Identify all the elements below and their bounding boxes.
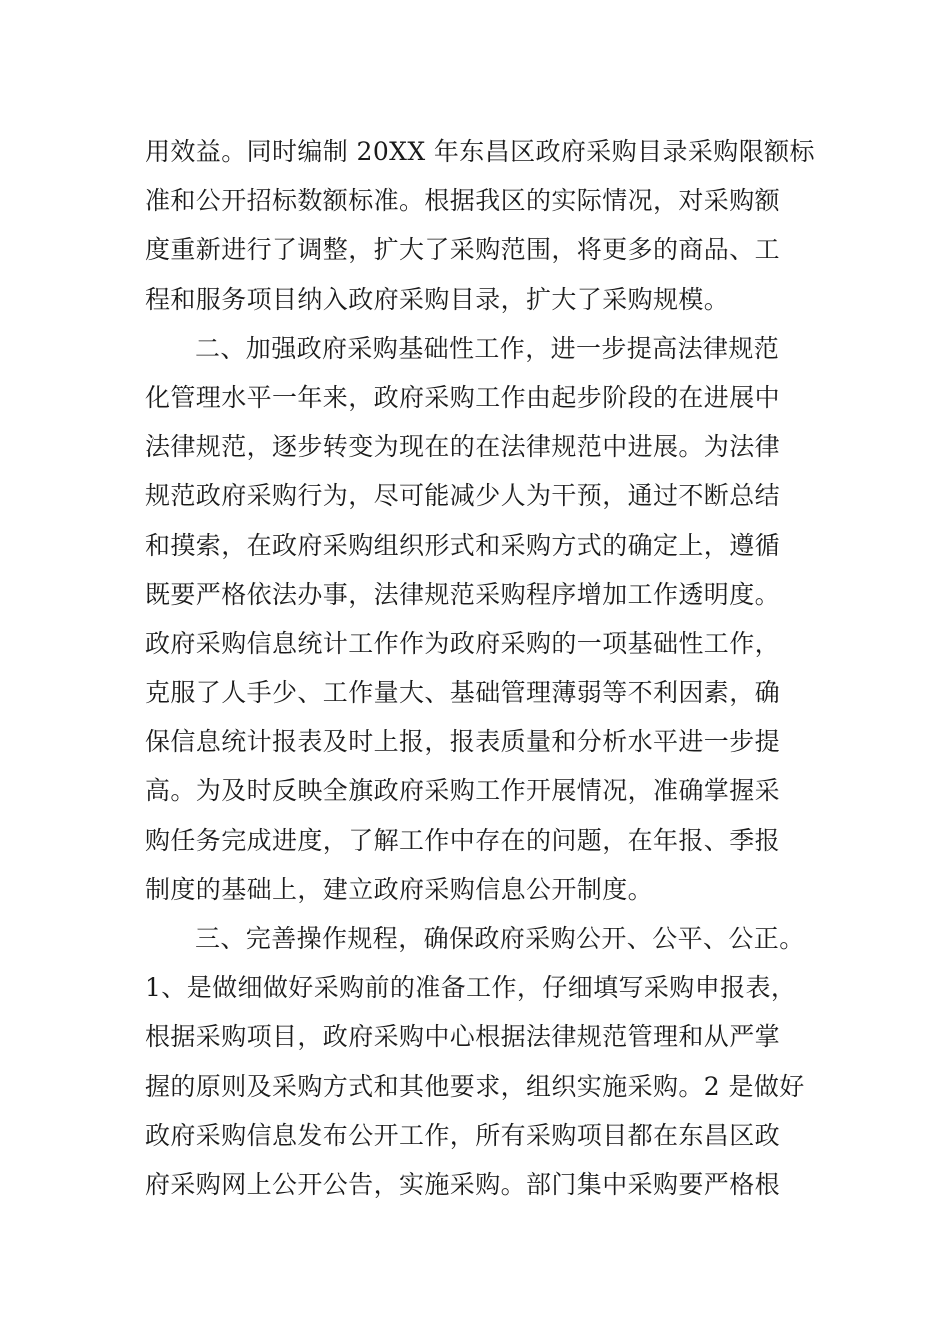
text-line: 政府采购信息统计工作作为政府采购的一项基础性工作， [145, 628, 781, 658]
text-line: 克服了人手少、工作量大、基础管理薄弱等不利因素，确 [145, 678, 781, 708]
text-line: 准和公开招标数额标准。根据我区的实际情况，对采购额 [145, 186, 781, 216]
text-line: 规范政府采购行为，尽可能减少人为干预，通过不断总结 [145, 481, 781, 511]
text-line: 政府采购信息发布公开工作，所有采购项目都在东昌区政 [145, 1120, 781, 1150]
text-line: 高。为及时反映全旗政府采购工作开展情况，准确掌握采 [145, 776, 781, 806]
document-body [145, 127, 845, 1209]
text-line: 府采购网上公开公告，实施采购。部门集中采购要严格根 [145, 1169, 781, 1199]
text-line: 制度的基础上，建立政府采购信息公开制度。 [145, 874, 654, 904]
text-line: 用效益。同时编制 20XX 年东昌区政府采购目录采购限额标 [145, 137, 815, 166]
section-heading-3: 三、完善操作规程，确保政府采购公开、公平、公正。 [195, 924, 805, 953]
text-line: 购任务完成进度，了解工作中存在的问题，在年报、季报 [145, 825, 781, 855]
text-line: 保信息统计报表及时上报，报表质量和分析水平进一步提 [145, 727, 781, 757]
text-line: 1、是做细做好采购前的准备工作，仔细填写采购申报表， [145, 973, 797, 1003]
text-line: 度重新进行了调整，扩大了采购范围，将更多的商品、工 [145, 235, 781, 265]
text-line: 化管理水平一年来，政府采购工作由起步阶段的在进展中 [145, 382, 781, 412]
text-line: 根据采购项目，政府采购中心根据法律规范管理和从严掌 [145, 1022, 781, 1052]
text-line: 既要严格依法办事，法律规范采购程序增加工作透明度。 [145, 579, 781, 609]
section-heading-2: 二、加强政府采购基础性工作，进一步提高法律规范 [195, 333, 780, 363]
text-line: 握的原则及采购方式和其他要求，组织实施采购。2 是做好 [145, 1071, 805, 1101]
text-line: 和摸索，在政府采购组织形式和采购方式的确定上，遵循 [145, 530, 781, 560]
text-line: 法律规范，逐步转变为现在的在法律规范中进展。为法律 [145, 432, 781, 462]
text-line: 程和服务项目纳入政府采购目录，扩大了采购规模。 [145, 284, 730, 314]
